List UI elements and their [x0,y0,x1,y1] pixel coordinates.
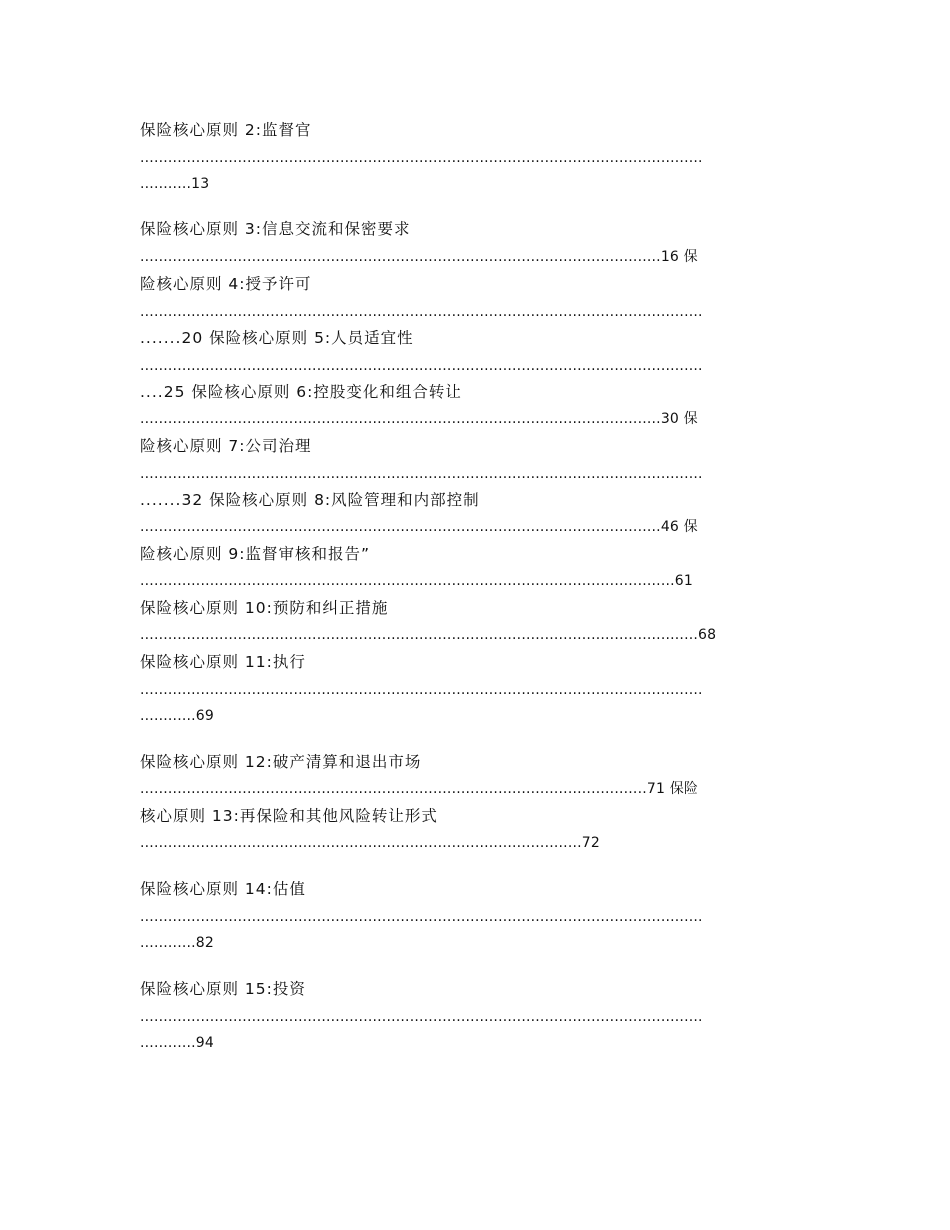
toc-line: ...................................................................................................................61 [140,573,693,589]
toc-line: ........................................................................................................................68 [140,627,717,643]
toc-line: ...........13 [140,176,210,192]
toc-line: ......................................................................................................................... [140,358,703,374]
toc-line: .............................................................................................................71 保险 [140,781,699,797]
toc-line: ................................................................................................................16 保 [140,249,698,265]
toc-line: 保险核心原则 12:破产清算和退出市场 [140,753,422,771]
toc-line: 险核心原则 7:公司治理 [140,437,312,455]
toc-line: 保险核心原则 10:预防和纠正措施 [140,599,389,617]
toc-line: 保险核心原则 3:信息交流和保密要求 [140,220,411,238]
toc-line: ...............................................................................................72 [140,835,600,851]
toc-line: ......................................................................................................................... [140,304,703,320]
toc-line: 险核心原则 9:监督审核和报告” [140,545,371,563]
toc-line: .......20 保险核心原则 5:人员适宜性 [140,329,414,347]
toc-line: ......................................................................................................................... [140,466,703,482]
toc-line: 核心原则 13:再保险和其他风险转让形式 [140,807,438,825]
toc-line: 保险核心原则 15:投资 [140,980,306,998]
toc-line: ......................................................................................................................... [140,150,703,166]
toc-line: ............69 [140,708,215,724]
toc-line: 保险核心原则 14:估值 [140,880,306,898]
toc-line: ......................................................................................................................... [140,1009,703,1025]
toc-line: 保险核心原则 11:执行 [140,653,306,671]
toc-line: ............82 [140,935,215,951]
toc-line: ......................................................................................................................... [140,909,703,925]
toc-line: ......................................................................................................................... [140,682,703,698]
toc-line: 保险核心原则 2:监督官 [140,121,312,139]
toc-line: .......32 保险核心原则 8:风险管理和内部控制 [140,491,480,509]
toc-line: ............94 [140,1035,215,1051]
toc-line: ....25 保险核心原则 6:控股变化和组合转让 [140,383,462,401]
toc-line: 险核心原则 4:授予许可 [140,275,312,293]
toc-line: ................................................................................................................46 保 [140,519,698,535]
toc-line: ................................................................................................................30 保 [140,411,698,427]
